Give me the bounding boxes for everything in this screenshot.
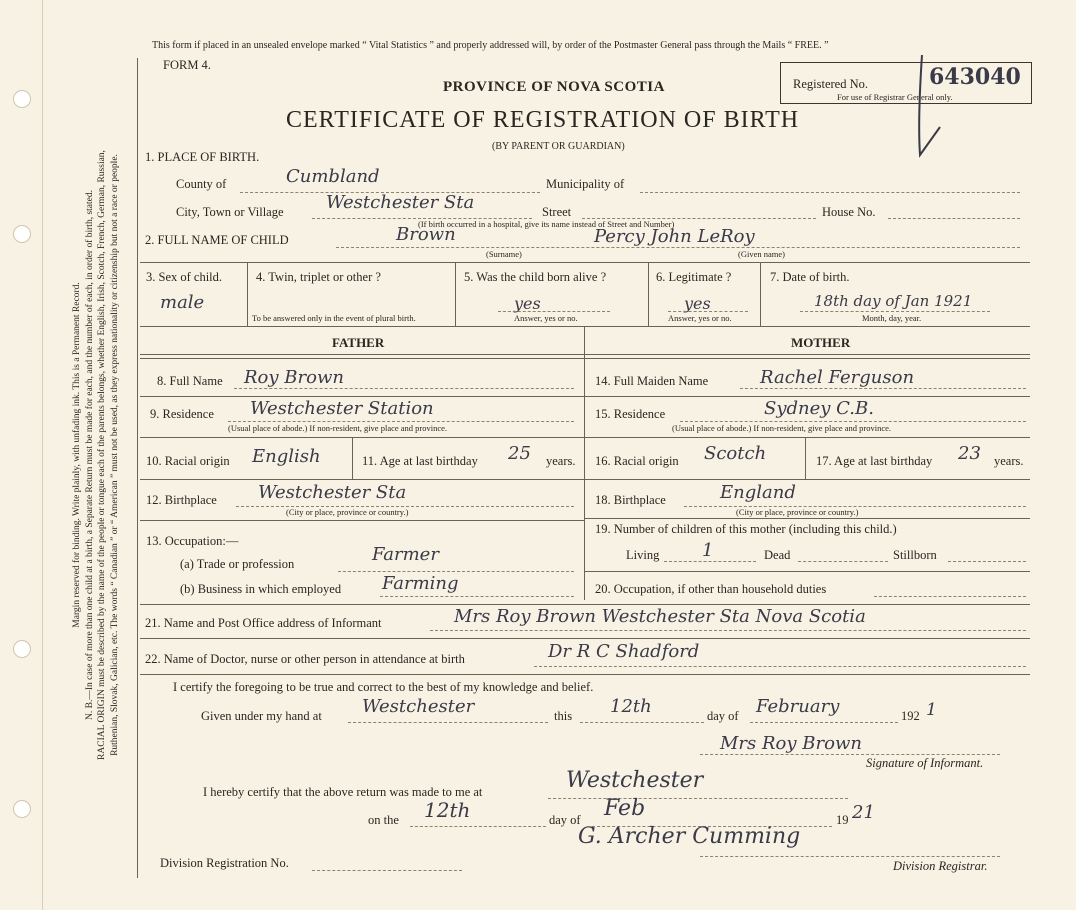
given-year-prefix: 192: [901, 709, 920, 723]
stillborn-label: Stillborn: [893, 548, 937, 562]
mother-birthplace-value: England: [720, 482, 796, 503]
margin-note: RACIAL ORIGIN must be described by the name of the people or tongue each of the parents belongs, whether English, Irish, Scotch, French, German, Russian,: [97, 150, 107, 760]
registrar-year-suffix: 21: [852, 802, 875, 823]
mother-birthplace-note: (City or place, province or country.): [736, 507, 859, 517]
registered-label: Registered No.: [793, 77, 868, 91]
business-label: (b) Business in which employed: [180, 582, 342, 596]
registrar-statement: I hereby certify that the above return was made to me at: [203, 785, 483, 799]
dead-label: Dead: [764, 548, 791, 562]
father-heading: FATHER: [332, 335, 385, 350]
division-registration-label: Division Registration No.: [160, 856, 289, 870]
registrar-month-value: Feb: [604, 796, 646, 821]
living-label: Living: [626, 548, 660, 562]
father-racial-label: 10. Racial origin: [146, 454, 230, 468]
municipality-label: Municipality of: [546, 177, 625, 191]
legitimate-note: Answer, yes or no.: [668, 313, 732, 323]
house-number-label: House No.: [822, 205, 876, 219]
father-residence-note: (Usual place of abode.) If non-resident, give place and province.: [228, 423, 448, 433]
city-value: Westchester Sta: [326, 192, 475, 213]
registrar-signature: G. Archer Cumming: [578, 824, 801, 849]
mother-occupation-label: 20. Occupation, if other than household duties: [595, 582, 827, 596]
given-dayof-label: day of: [707, 709, 739, 723]
child-given-value: Percy John LeRoy: [594, 226, 755, 247]
punch-hole: [13, 800, 31, 818]
street-label: Street: [542, 205, 572, 219]
business-value: Farming: [382, 573, 459, 594]
given-month-value: February: [756, 696, 840, 717]
binding-margin: [0, 0, 43, 910]
sex-label: 3. Sex of child.: [146, 270, 223, 284]
legitimate-value: yes: [684, 294, 711, 313]
child-name-label: 2. FULL NAME OF CHILD: [145, 233, 289, 247]
this-label: this: [554, 709, 573, 723]
father-racial-value: English: [252, 446, 321, 467]
certificate-subtitle: (BY PARENT OR GUARDIAN): [492, 141, 625, 152]
county-label: County of: [176, 177, 227, 191]
punch-hole: [13, 90, 31, 108]
born-alive-note: Answer, yes or no.: [514, 313, 578, 323]
mother-name-label: 14. Full Maiden Name: [595, 374, 709, 388]
county-value: Cumbland: [286, 166, 380, 187]
father-residence-label: 9. Residence: [150, 407, 214, 421]
father-birthplace-note: (City or place, province or country.): [286, 507, 409, 517]
doctor-label: 22. Name of Doctor, nurse or other person in attendance at birth: [145, 652, 465, 666]
father-name-label: 8. Full Name: [157, 374, 223, 388]
date-of-birth-note: Month, day, year.: [862, 313, 922, 323]
mother-birthplace-label: 18. Birthplace: [595, 493, 666, 507]
father-occupation-label: 13. Occupation:—: [146, 534, 239, 548]
postal-notice: This form if placed in an unsealed envelope marked “ Vital Statistics ” and properly addressed will, by order of the Postmaster General pass through the Mails “ FREE. ”: [152, 40, 829, 51]
punch-hole: [13, 225, 31, 243]
twin-label: 4. Twin, triplet or other ?: [256, 270, 381, 284]
child-surname-value: Brown: [396, 224, 456, 245]
father-name-value: Roy Brown: [244, 367, 344, 388]
registrar-on-label: on the: [368, 813, 399, 827]
father-age-label: 11. Age at last birthday: [362, 454, 478, 468]
signature-caption: Signature of Informant.: [866, 756, 984, 770]
mother-years: years.: [994, 454, 1024, 468]
father-age-value: 25: [508, 443, 531, 464]
registrar-day-value: 12th: [424, 798, 471, 822]
mother-racial-value: Scotch: [704, 443, 767, 464]
born-alive-value: yes: [514, 294, 541, 313]
mother-age-label: 17. Age at last birthday: [816, 454, 933, 468]
city-label: City, Town or Village: [176, 205, 284, 219]
children-count-label: 19. Number of children of this mother (including this child.): [595, 522, 897, 536]
margin-note: N. B.—In case of more than one child at a birth, a Separate Return must be made for each, and the number of each, in order of birth, stated.: [84, 190, 95, 720]
registered-number: 643040: [929, 64, 1021, 90]
margin-note: Margin reserved for binding. Write plainly, with unfading ink. This is a Permanent Record.: [72, 282, 82, 628]
living-value: 1: [702, 540, 714, 561]
registrar-year-prefix: 19: [836, 813, 849, 827]
mother-residence-label: 15. Residence: [595, 407, 666, 421]
trade-value: Farmer: [372, 544, 439, 565]
punch-hole: [13, 640, 31, 658]
sex-value: male: [160, 292, 205, 313]
legitimate-label: 6. Legitimate ?: [656, 270, 732, 284]
mother-heading: MOTHER: [791, 335, 851, 350]
mother-residence-note: (Usual place of abode.) If non-resident, give place and province.: [672, 423, 892, 433]
registrar-place-value: Westchester: [566, 768, 704, 793]
father-birthplace-value: Westchester Sta: [258, 482, 407, 503]
certify-statement: I certify the foregoing to be true and correct to the best of my knowledge and belief.: [173, 680, 594, 694]
mother-name-value: Rachel Ferguson: [760, 367, 915, 388]
form-number: FORM 4.: [163, 58, 211, 72]
mother-age-value: 23: [958, 443, 981, 464]
given-place-value: Westchester: [362, 696, 475, 717]
born-alive-label: 5. Was the child born alive ?: [464, 270, 607, 284]
division-registrar-caption: Division Registrar.: [893, 859, 988, 873]
given-year-suffix: 1: [926, 700, 937, 720]
province-heading: PROVINCE OF NOVA SCOTIA: [443, 79, 665, 95]
registrar-checkmark: [900, 55, 960, 165]
place-of-birth-label: 1. PLACE OF BIRTH.: [145, 150, 260, 164]
certificate-title: CERTIFICATE OF REGISTRATION OF BIRTH: [286, 107, 800, 133]
given-under-label: Given under my hand at: [201, 709, 322, 723]
margin-instructions: [71, 5, 121, 905]
informant-signature: Mrs Roy Brown: [720, 733, 862, 754]
margin-note: Ruthenian, Slovak, Galician, etc. The words “ Canadian ” or “ American ” must not be used, as they express nationality or citizenship but not a race or people.: [109, 154, 120, 756]
informant-label: 21. Name and Post Office address of Informant: [145, 616, 382, 630]
registrar-dayof-label: day of: [549, 813, 581, 827]
date-of-birth-label: 7. Date of birth.: [770, 270, 850, 284]
father-years: years.: [546, 454, 576, 468]
twin-note: To be answered only in the event of plural birth.: [252, 313, 416, 323]
margin-rule: [137, 58, 138, 878]
doctor-value: Dr R C Shadford: [548, 641, 700, 662]
date-of-birth-value: 18th day of Jan 1921: [814, 292, 973, 310]
surname-caption: (Surname): [486, 249, 522, 259]
registrar-note: For use of Registrar General only.: [837, 92, 953, 102]
father-residence-value: Westchester Station: [250, 398, 434, 419]
hospital-note: (If birth occurred in a hospital, give its name instead of Street and Number): [418, 219, 675, 229]
father-birthplace-label: 12. Birthplace: [146, 493, 217, 507]
informant-value: Mrs Roy Brown Westchester Sta Nova Scotia: [454, 606, 866, 627]
trade-label: (a) Trade or profession: [180, 557, 295, 571]
mother-racial-label: 16. Racial origin: [595, 454, 679, 468]
given-caption: (Given name): [738, 249, 785, 259]
given-day-value: 12th: [610, 696, 652, 717]
mother-residence-value: Sydney C.B.: [764, 398, 874, 419]
